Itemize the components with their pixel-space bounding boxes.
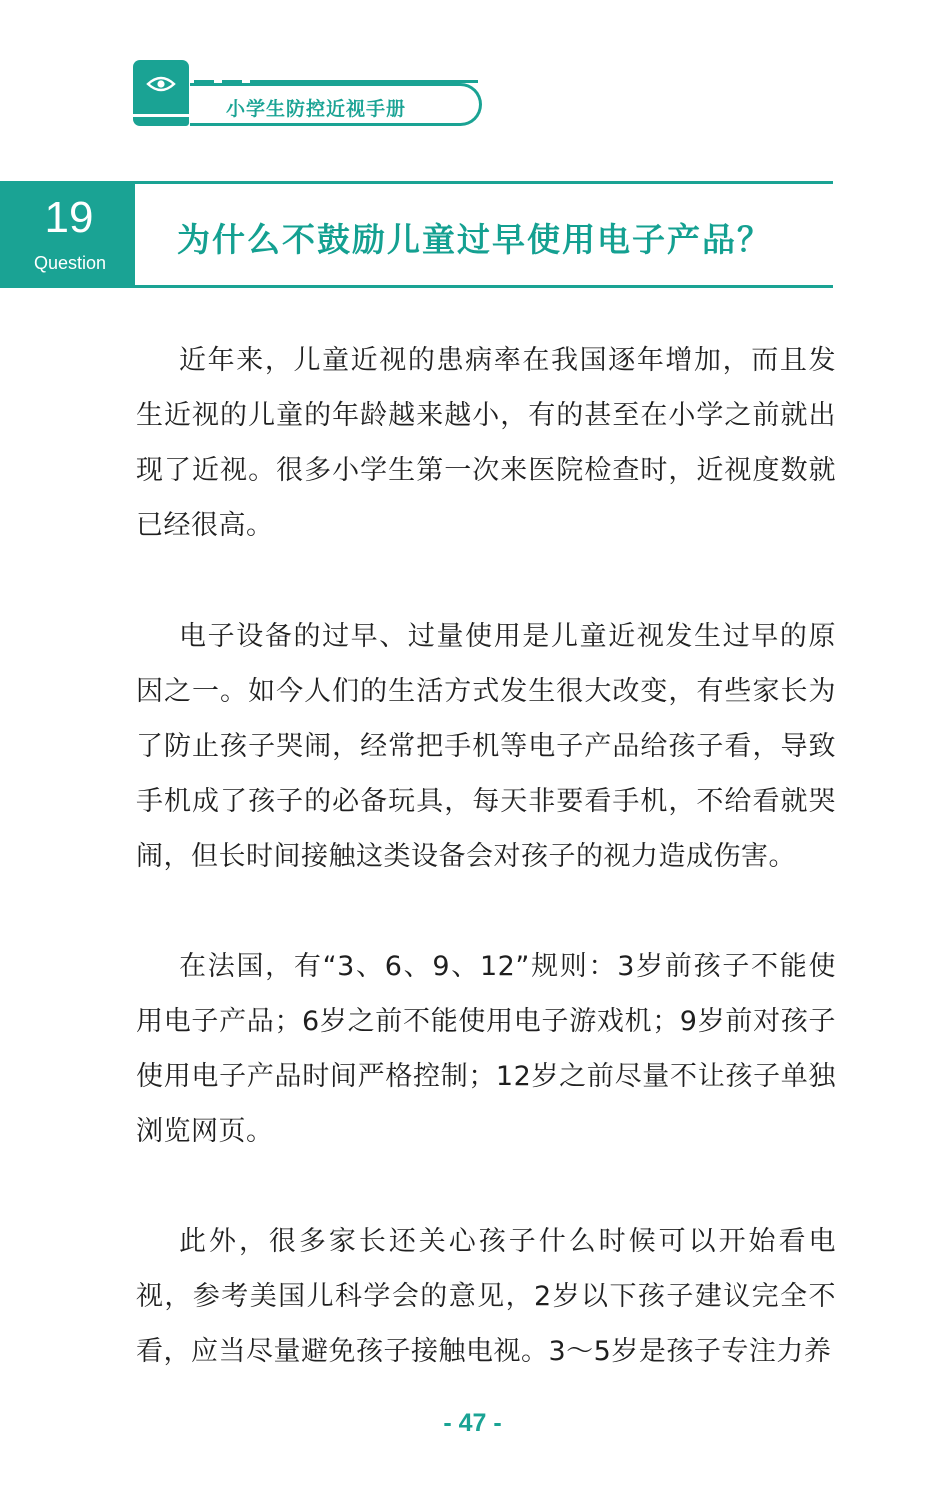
book-title: 小学生防控近视手册 xyxy=(226,98,407,120)
paragraph: 电子设备的过早、过量使用是儿童近视发生过早的原因之一。如今人们的生活方式发生很大改变，有些家长为了防止孩子哭闹，经常把手机等电子产品给孩子看，导致手机成了孩子的必备玩具，每天非要看手机，不给看就哭闹，但长时间接触这类设备会对孩子的视力造成伤害。 xyxy=(136,621,836,872)
header-book-badge xyxy=(133,60,189,126)
paragraph: 此外，很多家长还关心孩子什么时候可以开始看电视，参考美国儿科学会的意见，2岁以下孩子建议完全不看，应当尽量避免孩子接触电视。3～5岁是孩子专注力养 xyxy=(136,1226,836,1367)
eye-icon xyxy=(146,74,176,94)
question-title: 为什么不鼓励儿童过早使用电子产品？ xyxy=(177,220,772,259)
book-page-line xyxy=(133,114,189,117)
page-number: - 47 - xyxy=(443,1409,502,1437)
question-number: 19 xyxy=(44,193,94,242)
paragraph: 近年来，儿童近视的患病率在我国逐年增加，而且发生近视的儿童的年龄越来越小，有的甚至在小学之前就出现了近视。很多小学生第一次来医院检查时，近视度数就已经很高。 xyxy=(136,345,836,541)
question-label: Question xyxy=(33,253,107,273)
paragraph: 在法国，有“3、6、9、12”规则：3岁前孩子不能使用电子产品；6岁之前不能使用电子游戏机；9岁前对孩子使用电子产品时间严格控制；12岁之前尽量不让孩子单独浏览网页。 xyxy=(136,951,836,1147)
